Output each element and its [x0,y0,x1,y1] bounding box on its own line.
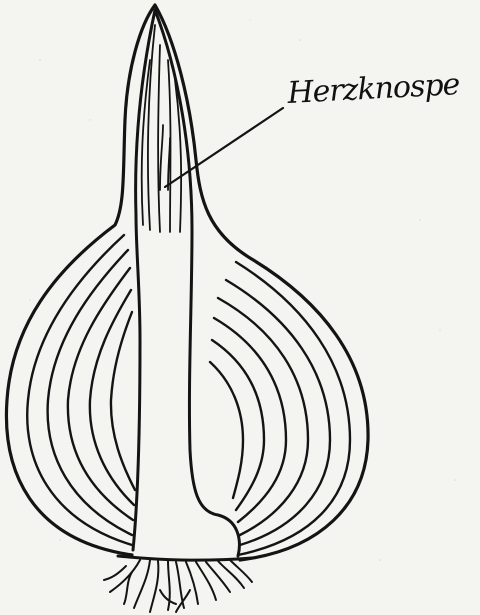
scale-layers-left [27,235,135,545]
basal-plate [118,556,252,560]
label-herzknospe: Herzknospe [286,67,461,111]
central-bud-right [155,10,239,556]
central-bud [133,10,155,550]
scale-layers-right [210,262,350,555]
roots [104,560,252,612]
